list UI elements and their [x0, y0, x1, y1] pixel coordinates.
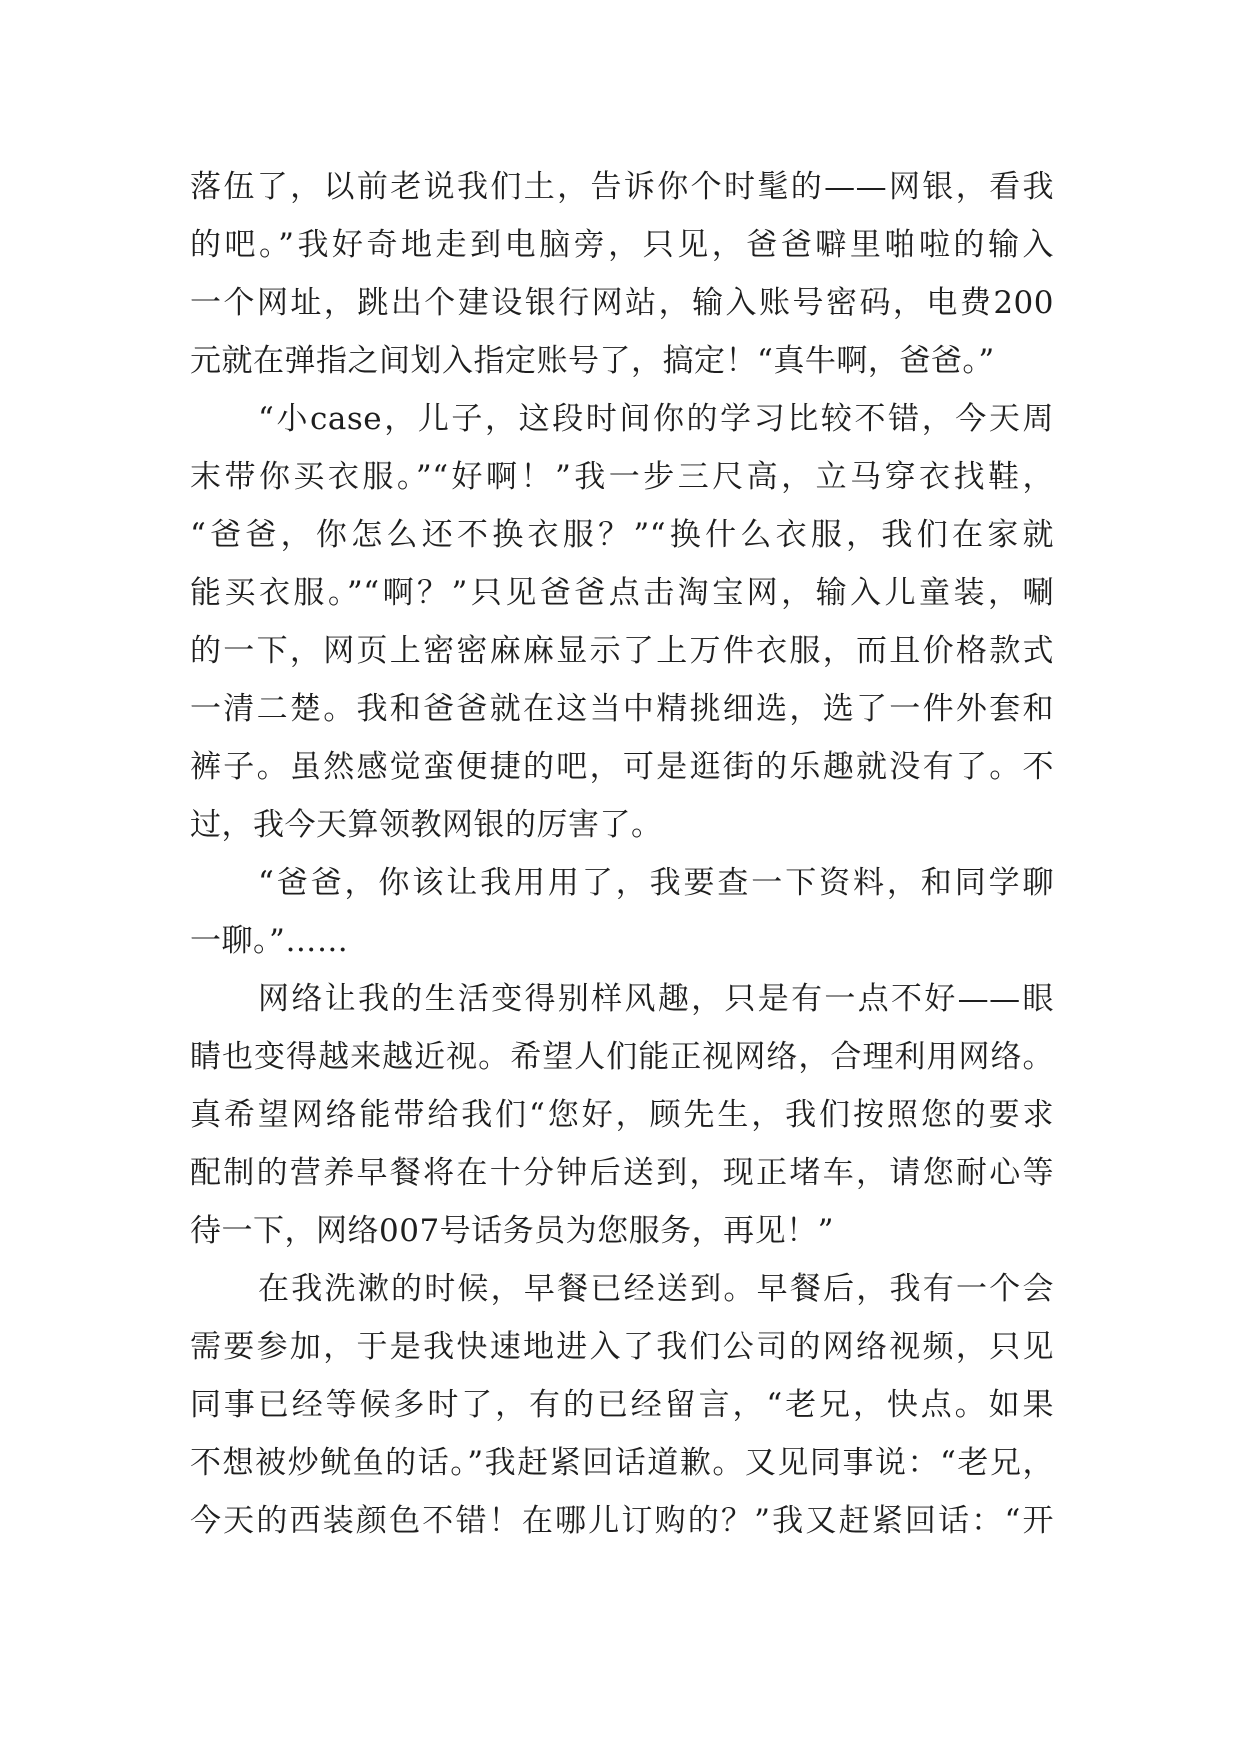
paragraph-start-line: 在我洗漱的时候，早餐已经送到。早餐后，我有一个会 [258, 1271, 1054, 1307]
text-line: 元就在弹指之间划入指定账号了，搞定！“真牛啊，爸爸。” [190, 343, 995, 379]
text-line: 裤子。虽然感觉蛮便捷的吧，可是逛街的乐趣就没有了。不 [190, 749, 1054, 785]
paragraph-start-line: “爸爸，你该让我用用了，我要查一下资料，和同学聊 [258, 865, 1054, 901]
text-line: 真希望网络能带给我们“您好，顾先生，我们按照您的要求 [190, 1097, 1054, 1133]
text-line: 睛也变得越来越近视。希望人们能正视网络，合理利用网络。 [190, 1039, 1054, 1075]
text-line: 配制的营养早餐将在十分钟后送到，现正堵车，请您耐心等 [190, 1155, 1054, 1191]
paragraph-start-line: “小case，儿子，这段时间你的学习比较不错，今天周 [258, 401, 1054, 437]
text-line: 待一下，网络007号话务员为您服务，再见！” [190, 1213, 835, 1249]
text-line: 不想被炒鱿鱼的话。”我赶紧回话道歉。又见同事说：“老兄， [190, 1445, 1054, 1481]
text-line: 末带你买衣服。”“好啊！”我一步三尺高，立马穿衣找鞋， [190, 459, 1054, 495]
text-line: 一聊。”…… [190, 923, 349, 959]
text-line: 的一下，网页上密密麻麻显示了上万件衣服，而且价格款式 [190, 633, 1054, 669]
text-line: 一清二楚。我和爸爸就在这当中精挑细选，选了一件外套和 [190, 691, 1054, 727]
text-line: 同事已经等候多时了，有的已经留言，“老兄，快点。如果 [190, 1387, 1054, 1423]
text-line: “爸爸，你怎么还不换衣服？”“换什么衣服，我们在家就 [190, 517, 1054, 553]
text-line: 今天的西装颜色不错！在哪儿订购的？”我又赶紧回话：“开 [190, 1503, 1054, 1539]
text-line: 落伍了，以前老说我们土，告诉你个时髦的——网银，看我 [190, 169, 1054, 205]
text-line: 过，我今天算领教网银的厉害了。 [190, 807, 663, 843]
text-line: 一个网址，跳出个建设银行网站，输入账号密码，电费200 [190, 285, 1054, 321]
body-text [190, 158, 1054, 1550]
paragraph-start-line: 网络让我的生活变得别样风趣，只是有一点不好——眼 [258, 981, 1054, 1017]
text-line: 需要参加，于是我快速地进入了我们公司的网络视频，只见 [190, 1329, 1054, 1365]
text-line: 的吧。”我好奇地走到电脑旁，只见，爸爸噼里啪啦的输入 [190, 227, 1054, 263]
text-line: 能买衣服。”“啊？”只见爸爸点击淘宝网，输入儿童装，唰 [190, 575, 1054, 611]
